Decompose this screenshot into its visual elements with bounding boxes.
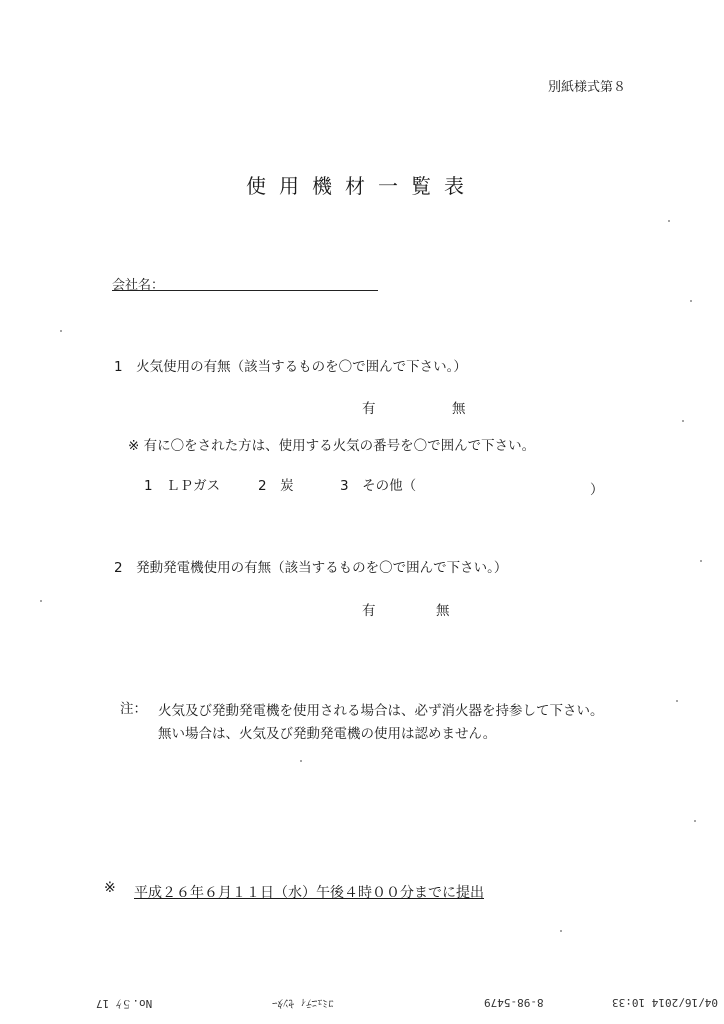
scan-speck: [560, 930, 562, 932]
fire-type-note: ※ 有に〇をされた方は、使用する火気の番号を〇で囲んで下さい。: [128, 438, 536, 454]
fire-use-option-yes: 有: [362, 401, 376, 417]
scan-speck: [60, 330, 62, 332]
scan-speck: [682, 420, 684, 422]
fax-footer-number: 8-98-5479: [484, 996, 544, 1009]
generator-use-question: 2 発動発電機使用の有無（該当するものを〇で囲んで下さい。）: [114, 560, 508, 576]
caution-label: 注：: [120, 701, 147, 717]
company-name-underline: [112, 290, 378, 291]
fax-footer-page: No.５ｹ 17: [96, 997, 153, 1010]
fuel-option-lpgas: 1 ＬＰガス: [144, 478, 221, 494]
fuel-option-other: 3 その他（: [340, 478, 417, 494]
caution-line-2: 無い場合は、火気及び発動発電機の使用は認めません。: [158, 726, 497, 742]
fax-footer-datetime: 04/16/2014 10:33: [612, 996, 718, 1009]
fuel-option-charcoal: 2 炭: [258, 478, 294, 494]
scan-speck: [694, 820, 696, 822]
form-number: 別紙様式第８: [548, 80, 627, 95]
scan-speck: [700, 560, 702, 562]
deadline-text: 平成２６年６月１１日（水）午後４時００分までに提出: [134, 885, 484, 901]
generator-option-yes: 有: [362, 603, 376, 619]
company-name-label: 会社名：: [112, 278, 165, 293]
scan-speck: [668, 220, 670, 222]
fuel-option-other-close: ）: [590, 482, 604, 498]
fire-use-question: 1 火気使用の有無（該当するものを〇で囲んで下さい。）: [114, 359, 467, 375]
scan-speck: [676, 700, 678, 702]
deadline-mark: ※: [104, 880, 116, 896]
scan-speck: [300, 760, 302, 762]
scan-speck: [40, 600, 42, 602]
page-title: 使用機材一覧表: [246, 174, 477, 198]
fire-use-option-no: 無: [452, 401, 466, 417]
scan-speck: [690, 300, 692, 302]
generator-option-no: 無: [436, 603, 450, 619]
fax-footer-sender: ｺﾐｭﾆﾃｨ ｾﾝﾀｰ: [272, 997, 334, 1010]
caution-line-1: 火気及び発動発電機を使用される場合は、必ず消火器を持参して下さい。: [158, 703, 604, 719]
